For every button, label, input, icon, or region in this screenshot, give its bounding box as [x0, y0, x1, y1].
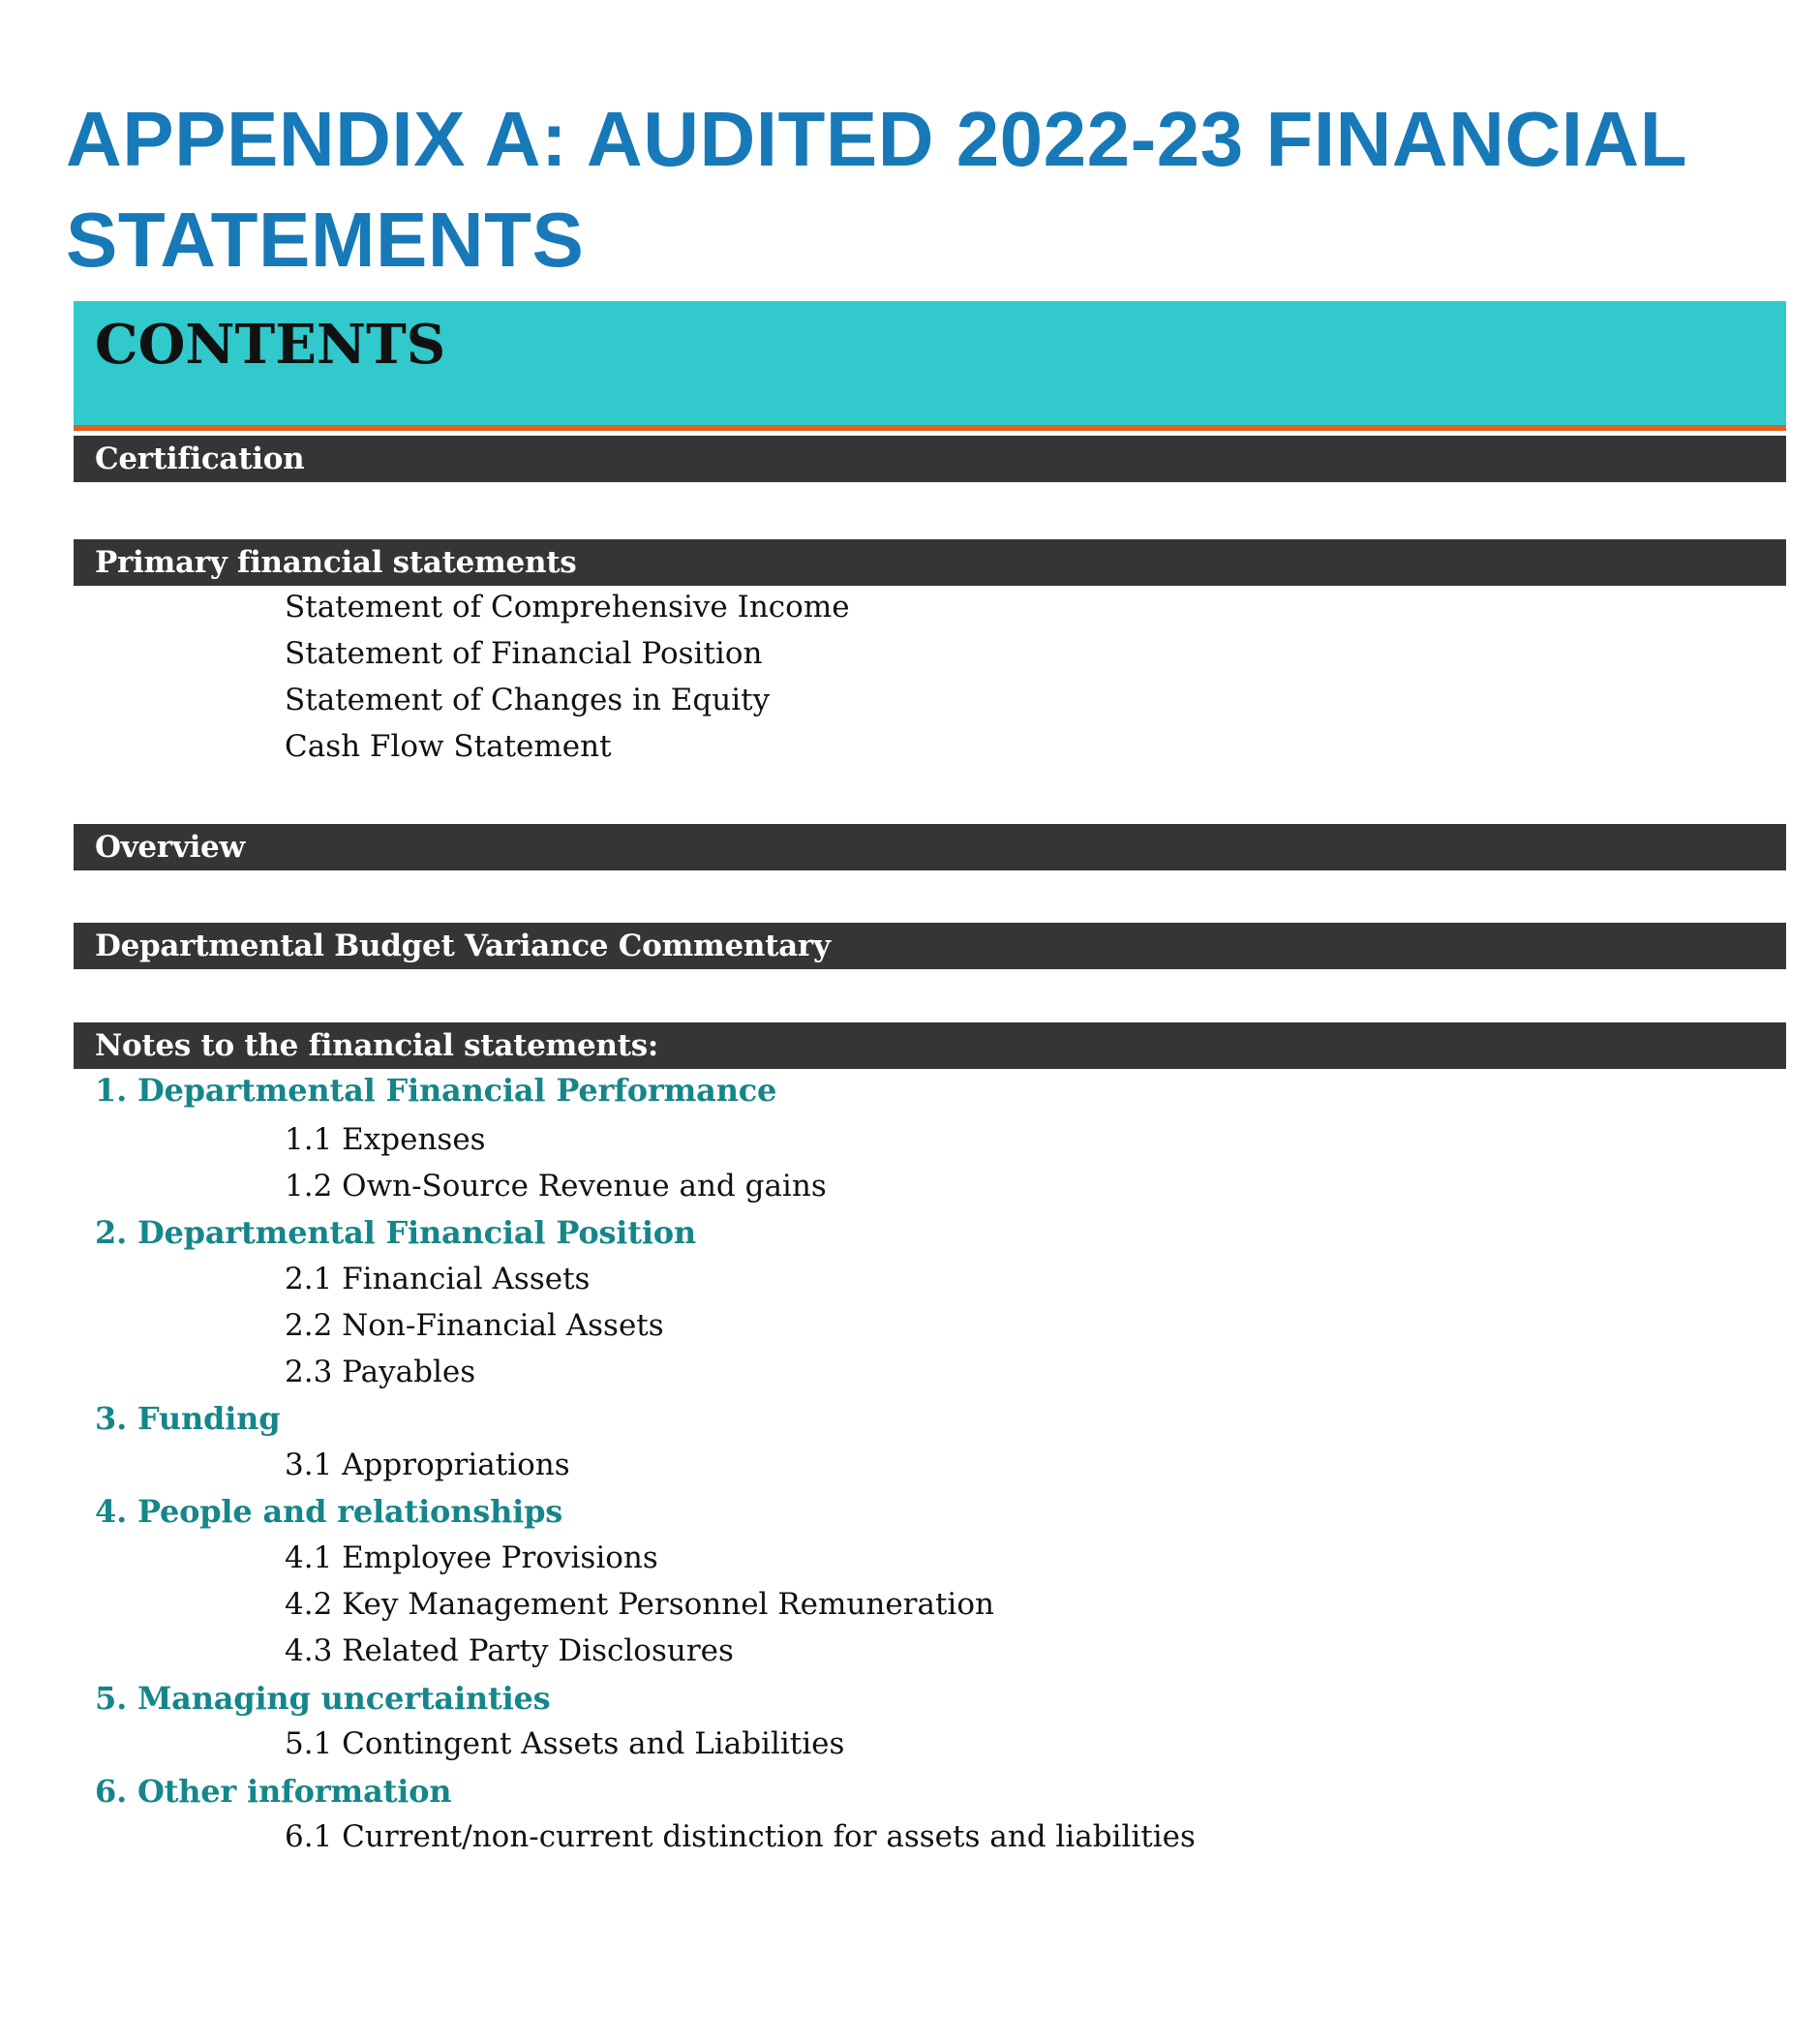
section-bar-primary-financial-statements[interactable]: [74, 539, 1786, 586]
toc-item[interactable]: 5.1 Contingent Assets and Liabilities: [285, 1726, 845, 1761]
toc-item[interactable]: 2.1 Financial Assets: [285, 1262, 591, 1296]
toc-heading[interactable]: 5. Managing uncertainties: [95, 1680, 551, 1717]
section-bar-notes[interactable]: [74, 1022, 1786, 1069]
section-label: Primary financial statements: [95, 545, 577, 580]
contents-header: [74, 301, 1786, 431]
toc-item[interactable]: Cash Flow Statement: [285, 729, 612, 764]
toc-item[interactable]: 4.1 Employee Provisions: [285, 1540, 658, 1575]
section-bar-budget-variance-commentary[interactable]: [74, 923, 1786, 969]
section-bar-certification[interactable]: [74, 436, 1786, 482]
toc-item[interactable]: 6.1 Current/non-current distinction for assets and liabilities: [285, 1819, 1196, 1854]
toc-heading[interactable]: 2. Departmental Financial Position: [95, 1214, 696, 1251]
toc-item[interactable]: 4.2 Key Management Personnel Remuneration: [285, 1587, 994, 1622]
toc-item[interactable]: Statement of Comprehensive Income: [285, 590, 850, 625]
section-label: Notes to the financial statements:: [95, 1028, 659, 1063]
section-label: Overview: [95, 830, 245, 865]
section-label: Departmental Budget Variance Commentary: [95, 929, 831, 963]
toc-item[interactable]: Statement of Financial Position: [285, 636, 763, 671]
toc-item[interactable]: 2.2 Non-Financial Assets: [285, 1308, 664, 1343]
toc-item[interactable]: Statement of Changes in Equity: [285, 683, 771, 717]
toc-item[interactable]: 1.2 Own-Source Revenue and gains: [285, 1169, 827, 1204]
toc-heading[interactable]: 3. Funding: [95, 1400, 281, 1437]
toc-heading[interactable]: 4. People and relationships: [95, 1493, 563, 1530]
section-bar-overview[interactable]: [74, 824, 1786, 870]
contents-label: CONTENTS: [95, 313, 446, 377]
toc-item[interactable]: 1.1 Expenses: [285, 1122, 486, 1157]
toc-item[interactable]: 3.1 Appropriations: [285, 1448, 570, 1482]
page-title: APPENDIX A: AUDITED 2022-23 FINANCIAL STATEMENTS: [66, 96, 1686, 283]
toc-item[interactable]: 2.3 Payables: [285, 1355, 476, 1389]
section-label: Certification: [95, 442, 305, 476]
toc-heading[interactable]: 6. Other information: [95, 1773, 452, 1810]
toc-item[interactable]: 4.3 Related Party Disclosures: [285, 1633, 734, 1668]
toc-heading[interactable]: 1. Departmental Financial Performance: [95, 1072, 777, 1109]
